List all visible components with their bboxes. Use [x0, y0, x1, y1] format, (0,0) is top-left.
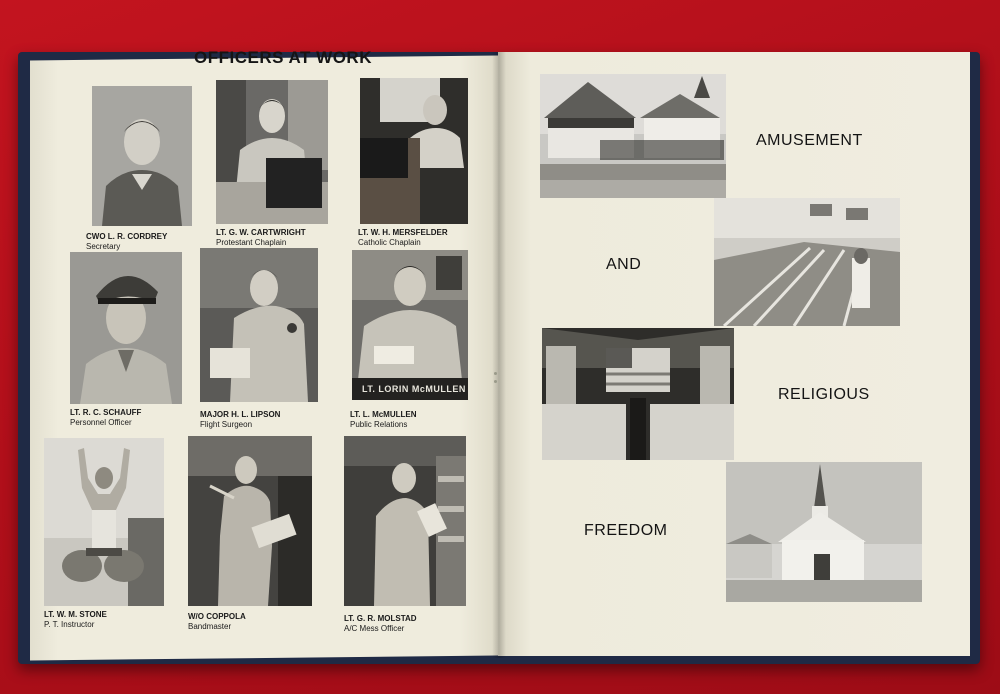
officer-role: Secretary — [86, 242, 121, 251]
binding-stitch — [494, 372, 497, 375]
officer-photo-cordrey — [92, 86, 192, 226]
officer-photo-lipson — [200, 248, 318, 402]
officer-name: W/O COPPOLA — [188, 612, 246, 621]
barracks-formation-photo — [540, 74, 726, 198]
officer-role: P. T. Instructor — [44, 620, 95, 629]
officer-name: MAJOR H. L. LIPSON — [200, 410, 281, 419]
chapel-service-photo — [542, 328, 734, 460]
officer-name: LT. G. W. CARTWRIGHT — [216, 228, 306, 237]
officer-photo-coppola — [188, 436, 312, 606]
bowling-alley-photo — [714, 198, 900, 326]
officer-name: CWO L. R. CORDREY — [86, 232, 168, 241]
officer-name: LT. G. R. MOLSTAD — [344, 614, 417, 623]
section-word-freedom: FREEDOM — [584, 522, 668, 539]
officer-name: LT. L. McMULLEN — [350, 410, 417, 419]
officer-photo-molstad — [344, 436, 466, 606]
chapel-building-photo — [726, 462, 922, 602]
binding-stitch — [494, 380, 497, 383]
officer-photo-mcmullen — [352, 250, 468, 400]
book-spine — [492, 52, 506, 658]
desk-nameplate: LT. LORIN McMULLEN — [362, 384, 466, 394]
officer-name: LT. W. H. MERSFELDER — [358, 228, 448, 237]
section-word-religious: RELIGIOUS — [778, 386, 870, 403]
officer-name: LT. R. C. SCHAUFF — [70, 408, 142, 417]
section-word-amusement: AMUSEMENT — [756, 132, 863, 149]
page-title: OFFICERS AT WORK — [194, 48, 372, 67]
officer-role: Personnel Officer — [70, 418, 132, 427]
officer-role: Bandmaster — [188, 622, 232, 631]
officer-role: Catholic Chaplain — [358, 238, 421, 247]
officer-photo-cartwright — [216, 80, 328, 224]
officer-photo-stone — [44, 438, 164, 606]
officer-role: Protestant Chaplain — [216, 238, 287, 247]
officer-role: A/C Mess Officer — [344, 624, 405, 633]
officer-role: Public Relations — [350, 420, 408, 429]
officer-name: LT. W. M. STONE — [44, 610, 107, 619]
officer-role: Flight Surgeon — [200, 420, 253, 429]
officer-photo-schauff — [70, 252, 182, 404]
section-word-and: AND — [606, 256, 642, 273]
officer-photo-mersfelder — [360, 78, 468, 224]
